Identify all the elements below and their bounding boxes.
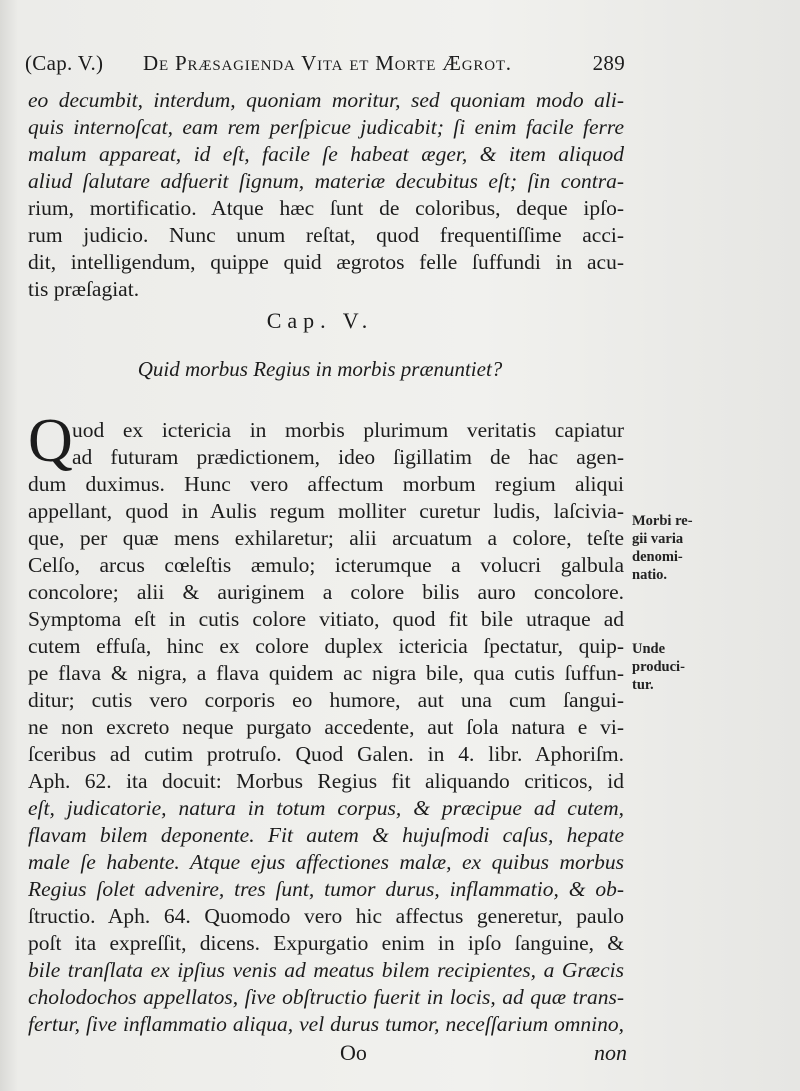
text-line: quis internoſcat, eam rem perſpicue judicabit; ſi enim facile ferre xyxy=(28,115,624,139)
margin-note-denominatio xyxy=(632,512,722,584)
margin-note-line: tur. xyxy=(632,677,654,693)
text-line: pe flava & nigra, a flava quidem ac nigra bile, qua cutis ſuffun- xyxy=(28,661,624,685)
margin-note-line: Unde xyxy=(632,641,666,657)
text-line: Regius ſolet advenire, tres ſunt, tumor durus, inflammatio, & ob- xyxy=(28,877,624,901)
running-head xyxy=(25,45,625,79)
margin-note-line: denomi- xyxy=(632,549,683,565)
text-line: que, per quæ mens exhilaretur; alii arcuatum a colore, teſte xyxy=(28,526,624,550)
margin-note-line: gii varia xyxy=(632,531,684,547)
text-line: ad futuram prædictionem, ideo ſigillatim de hac agen- xyxy=(72,445,624,469)
text-line: cholodochos appellatos, ſive obſtructio fuerit in locis, ad quæ trans- xyxy=(28,985,624,1009)
text-line: Aph. 62. ita docuit: Morbus Regius fit aliquando criticos, id xyxy=(28,769,624,793)
text-line: ne non excreto neque purgato accedente, aut ſola natura e vi- xyxy=(28,715,624,739)
text-line: dum duximus. Hunc vero affectum morbum regium aliqui xyxy=(28,472,624,496)
text-line: dit, intelligendum, quippe quid ægrotos felle ſuffundi in acu- xyxy=(28,250,624,274)
text-line: uod ex ictericia in morbis plurimum veritatis capiatur xyxy=(72,418,624,442)
text-line: rum judicio. Nunc unum reſtat, quod frequentiſſime acci- xyxy=(28,223,624,247)
running-head-chapter: (Cap. V.) xyxy=(25,51,104,75)
text-line: fertur, ſive inflammatio aliqua, vel durus tumor, neceſſarium omnino, xyxy=(28,1012,624,1036)
text-line: eſt, judicatorie, natura in totum corpus, & præcipue ad cutem, xyxy=(28,796,624,820)
drop-cap: Q xyxy=(28,407,73,475)
text-line: eo decumbit, interdum, quoniam moritur, sed quoniam modo ali- xyxy=(28,88,624,112)
text-line: malum appareat, id eſt, facile ſe habeat æger, & item aliquod xyxy=(28,142,624,166)
running-head-title: De Præsagienda Vita et Morte Ægrot. xyxy=(143,51,512,75)
text-line: rium, mortificatio. Atque hæc ſunt de coloribus, deque ipſo- xyxy=(28,196,624,220)
text-line: ſceribus ad cutim protruſo. Quod Galen. in 4. libr. Aphoriſm. xyxy=(28,742,624,766)
text-line: flavam bilem deponente. Fit autem & hujuſmodi caſus, hepate xyxy=(28,823,624,847)
text-line: ſtructio. Aph. 64. Quomodo vero hic affectus generetur, paulo xyxy=(28,904,624,928)
text-line: ditur; cutis vero corporis eo humore, aut una cum ſangui- xyxy=(28,688,624,712)
signature-mark: Oo xyxy=(340,1040,367,1065)
chapter-question: Quid morbus Regius in morbis prænuntiet? xyxy=(137,357,503,381)
text-line: aliud ſalutare adfuerit ſignum, materiæ decubitus eſt; ſin contra- xyxy=(28,169,624,193)
text-line: bile tranſlata ex ipſius venis ad meatus bilem recipientes, a Græcis xyxy=(28,958,624,982)
page-number: 289 xyxy=(592,51,625,75)
margin-note-line: Morbi re- xyxy=(632,513,693,529)
text-line: appellant, quod in Aulis regum molliter curetur ludis, laſcivia- xyxy=(28,499,624,523)
text-line: male ſe habente. Atque ejus affectiones malæ, ex quibus morbus xyxy=(28,850,624,874)
text-line: tis præſagiat. xyxy=(28,277,140,301)
margin-note-line: natio. xyxy=(632,567,668,583)
margin-note-line: produci- xyxy=(632,659,685,675)
catchword: non xyxy=(594,1040,627,1065)
chapter-heading: Cap. V. xyxy=(266,308,374,333)
text-line: poſt ita expreſſit, dicens. Expurgatio enim in ipſo ſanguine, & xyxy=(28,931,624,955)
text-line: Symptoma eſt in cutis colore vitiato, quod fit bile utraque ad xyxy=(28,607,624,631)
text-line: concolore; alii & auriginem a colore bilis auro concolore. xyxy=(28,580,624,604)
text-line: Celſo, arcus cœleſtis æmulo; icterumque a volucri galbula xyxy=(28,553,624,577)
margin-note-unde-producitur xyxy=(632,640,722,694)
text-line: cutem effuſa, hinc ex colore duplex ictericia ſpectatur, quip- xyxy=(28,634,624,658)
